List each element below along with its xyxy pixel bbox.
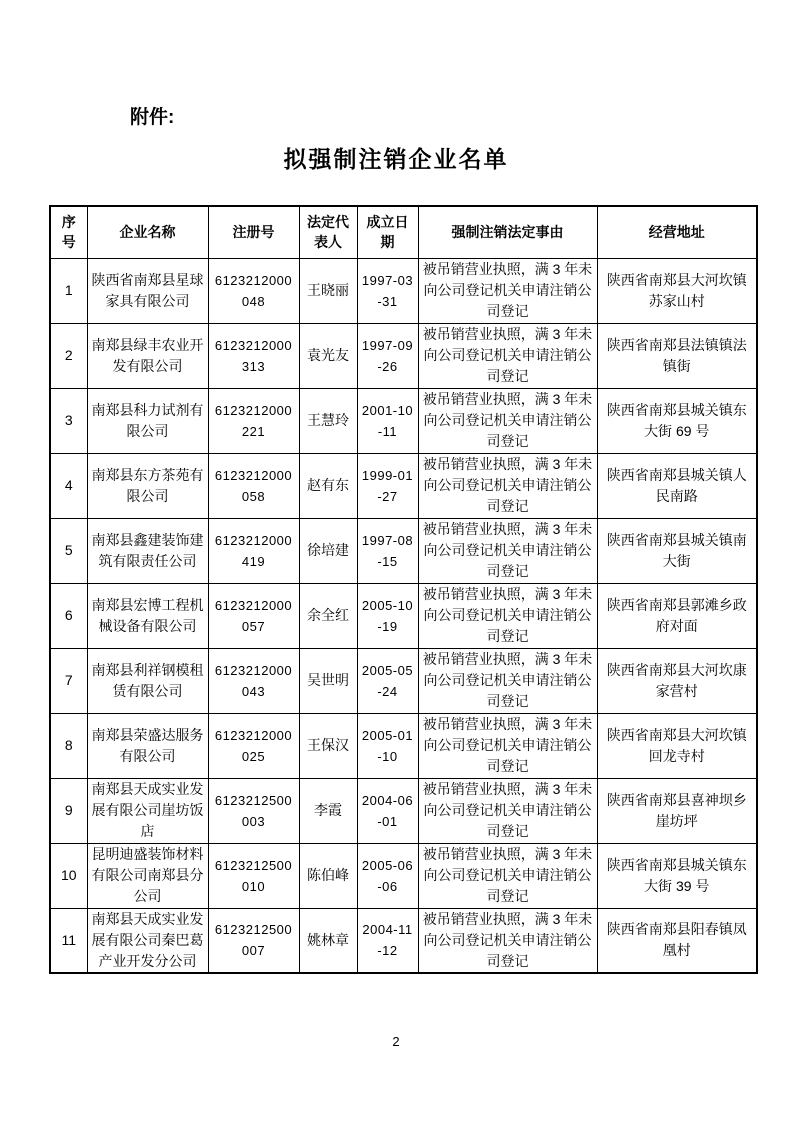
cell-legal-representative: 王慧玲: [299, 388, 357, 453]
cell-legal-representative: 李霞: [299, 778, 357, 843]
cell-company-name: 陕西省南郑县星球家具有限公司: [87, 258, 208, 323]
cell-serial-number: 4: [50, 453, 87, 518]
table-row: [50, 843, 757, 908]
cell-business-address: 陕西省南郑县大河坎康家营村: [597, 648, 757, 713]
cell-registration-number: 6123212500007: [208, 908, 299, 973]
col-header-serial-number: 序号: [50, 206, 87, 258]
cell-deregistration-reason: 被吊销营业执照，满 3 年未向公司登记机关申请注销公司登记: [418, 778, 597, 843]
cell-establishment-date: 2005-01-10: [357, 713, 418, 778]
cell-serial-number: 2: [50, 323, 87, 388]
table-row: [50, 713, 757, 778]
cell-company-name: 南郑县东方茶苑有限公司: [87, 453, 208, 518]
cell-legal-representative: 王保汉: [299, 713, 357, 778]
cell-deregistration-reason: 被吊销营业执照，满 3 年未向公司登记机关申请注销公司登记: [418, 388, 597, 453]
table-row: [50, 908, 757, 973]
cell-establishment-date: 1997-03-31: [357, 258, 418, 323]
cell-company-name: 南郑县绿丰农业开发有限公司: [87, 323, 208, 388]
cell-deregistration-reason: 被吊销营业执照，满 3 年未向公司登记机关申请注销公司登记: [418, 583, 597, 648]
col-header-establishment-date: 成立日期: [357, 206, 418, 258]
cell-registration-number: 6123212000221: [208, 388, 299, 453]
table-body: [50, 258, 757, 973]
attachment-label: 附件:: [130, 107, 175, 128]
cell-deregistration-reason: 被吊销营业执照，满 3 年未向公司登记机关申请注销公司登记: [418, 453, 597, 518]
cell-legal-representative: 陈伯峰: [299, 843, 357, 908]
cell-company-name: 昆明迪盛装饰材料有限公司南郑县分公司: [87, 843, 208, 908]
cell-legal-representative: 余全红: [299, 583, 357, 648]
col-header-registration-number: 注册号: [208, 206, 299, 258]
cell-legal-representative: 徐培建: [299, 518, 357, 583]
cell-company-name: 南郑县科力试剂有限公司: [87, 388, 208, 453]
table-row: [50, 518, 757, 583]
cell-company-name: 南郑县天成实业发展有限公司秦巴葛产业开发分公司: [87, 908, 208, 973]
cell-registration-number: 6123212000058: [208, 453, 299, 518]
cell-serial-number: 3: [50, 388, 87, 453]
cell-deregistration-reason: 被吊销营业执照，满 3 年未向公司登记机关申请注销公司登记: [418, 908, 597, 973]
cell-deregistration-reason: 被吊销营业执照，满 3 年未向公司登记机关申请注销公司登记: [418, 713, 597, 778]
cell-establishment-date: 2005-05-24: [357, 648, 418, 713]
cell-establishment-date: 2004-06-01: [357, 778, 418, 843]
cell-business-address: 陕西省南郑县城关镇东大街 69 号: [597, 388, 757, 453]
cell-establishment-date: 2001-10-11: [357, 388, 418, 453]
cell-deregistration-reason: 被吊销营业执照，满 3 年未向公司登记机关申请注销公司登记: [418, 648, 597, 713]
cell-company-name: 南郑县荣盛达服务有限公司: [87, 713, 208, 778]
cell-serial-number: 11: [50, 908, 87, 973]
cell-deregistration-reason: 被吊销营业执照，满 3 年未向公司登记机关申请注销公司登记: [418, 323, 597, 388]
cell-serial-number: 6: [50, 583, 87, 648]
cell-company-name: 南郑县天成实业发展有限公司崖坊饭店: [87, 778, 208, 843]
cell-establishment-date: 2004-11-12: [357, 908, 418, 973]
cell-registration-number: 6123212000313: [208, 323, 299, 388]
cell-registration-number: 6123212000025: [208, 713, 299, 778]
cell-establishment-date: 2005-10-19: [357, 583, 418, 648]
cell-company-name: 南郑县鑫建装饰建筑有限责任公司: [87, 518, 208, 583]
cell-business-address: 陕西省南郑县城关镇人民南路: [597, 453, 757, 518]
cell-business-address: 陕西省南郑县法镇镇法镇街: [597, 323, 757, 388]
cell-serial-number: 8: [50, 713, 87, 778]
cell-registration-number: 6123212000048: [208, 258, 299, 323]
cell-serial-number: 1: [50, 258, 87, 323]
cell-business-address: 陕西省南郑县阳春镇凤凰村: [597, 908, 757, 973]
cell-legal-representative: 吴世明: [299, 648, 357, 713]
cell-legal-representative: 姚林章: [299, 908, 357, 973]
cell-business-address: 陕西省南郑县郭滩乡政府对面: [597, 583, 757, 648]
cell-serial-number: 9: [50, 778, 87, 843]
page-title: 拟强制注销企业名单: [283, 146, 509, 172]
cell-establishment-date: 1997-08-15: [357, 518, 418, 583]
cell-registration-number: 6123212000043: [208, 648, 299, 713]
cell-deregistration-reason: 被吊销营业执照，满 3 年未向公司登记机关申请注销公司登记: [418, 518, 597, 583]
cell-establishment-date: 1997-09-26: [357, 323, 418, 388]
col-header-deregistration-reason: 强制注销法定事由: [418, 206, 597, 258]
cell-legal-representative: 赵有东: [299, 453, 357, 518]
cell-business-address: 陕西省南郑县大河坎镇回龙寺村: [597, 713, 757, 778]
cell-business-address: 陕西省南郑县喜神坝乡崖坊坪: [597, 778, 757, 843]
cell-serial-number: 10: [50, 843, 87, 908]
cell-legal-representative: 袁光友: [299, 323, 357, 388]
cell-serial-number: 7: [50, 648, 87, 713]
page-number: 2: [392, 1034, 400, 1049]
cell-serial-number: 5: [50, 518, 87, 583]
cell-company-name: 南郑县宏博工程机械设备有限公司: [87, 583, 208, 648]
cell-deregistration-reason: 被吊销营业执照，满 3 年未向公司登记机关申请注销公司登记: [418, 258, 597, 323]
table-row: [50, 258, 757, 323]
cell-legal-representative: 王晓丽: [299, 258, 357, 323]
table-row: [50, 323, 757, 388]
table-row: [50, 453, 757, 518]
col-header-company-name: 企业名称: [87, 206, 208, 258]
table-header-row: [50, 206, 757, 258]
table-row: [50, 583, 757, 648]
col-header-business-address: 经营地址: [597, 206, 757, 258]
cell-company-name: 南郑县利祥钢模租赁有限公司: [87, 648, 208, 713]
cell-establishment-date: 2005-06-06: [357, 843, 418, 908]
cell-registration-number: 6123212500003: [208, 778, 299, 843]
cell-business-address: 陕西省南郑县城关镇东大街 39 号: [597, 843, 757, 908]
cell-business-address: 陕西省南郑县大河坎镇苏家山村: [597, 258, 757, 323]
cell-registration-number: 6123212500010: [208, 843, 299, 908]
cell-registration-number: 6123212000057: [208, 583, 299, 648]
col-header-legal-representative: 法定代表人: [299, 206, 357, 258]
table-row: [50, 388, 757, 453]
table-row: [50, 648, 757, 713]
cell-establishment-date: 1999-01-27: [357, 453, 418, 518]
company-table: [49, 205, 758, 974]
cell-registration-number: 6123212000419: [208, 518, 299, 583]
cell-business-address: 陕西省南郑县城关镇南大街: [597, 518, 757, 583]
table-row: [50, 778, 757, 843]
cell-deregistration-reason: 被吊销营业执照，满 3 年未向公司登记机关申请注销公司登记: [418, 843, 597, 908]
